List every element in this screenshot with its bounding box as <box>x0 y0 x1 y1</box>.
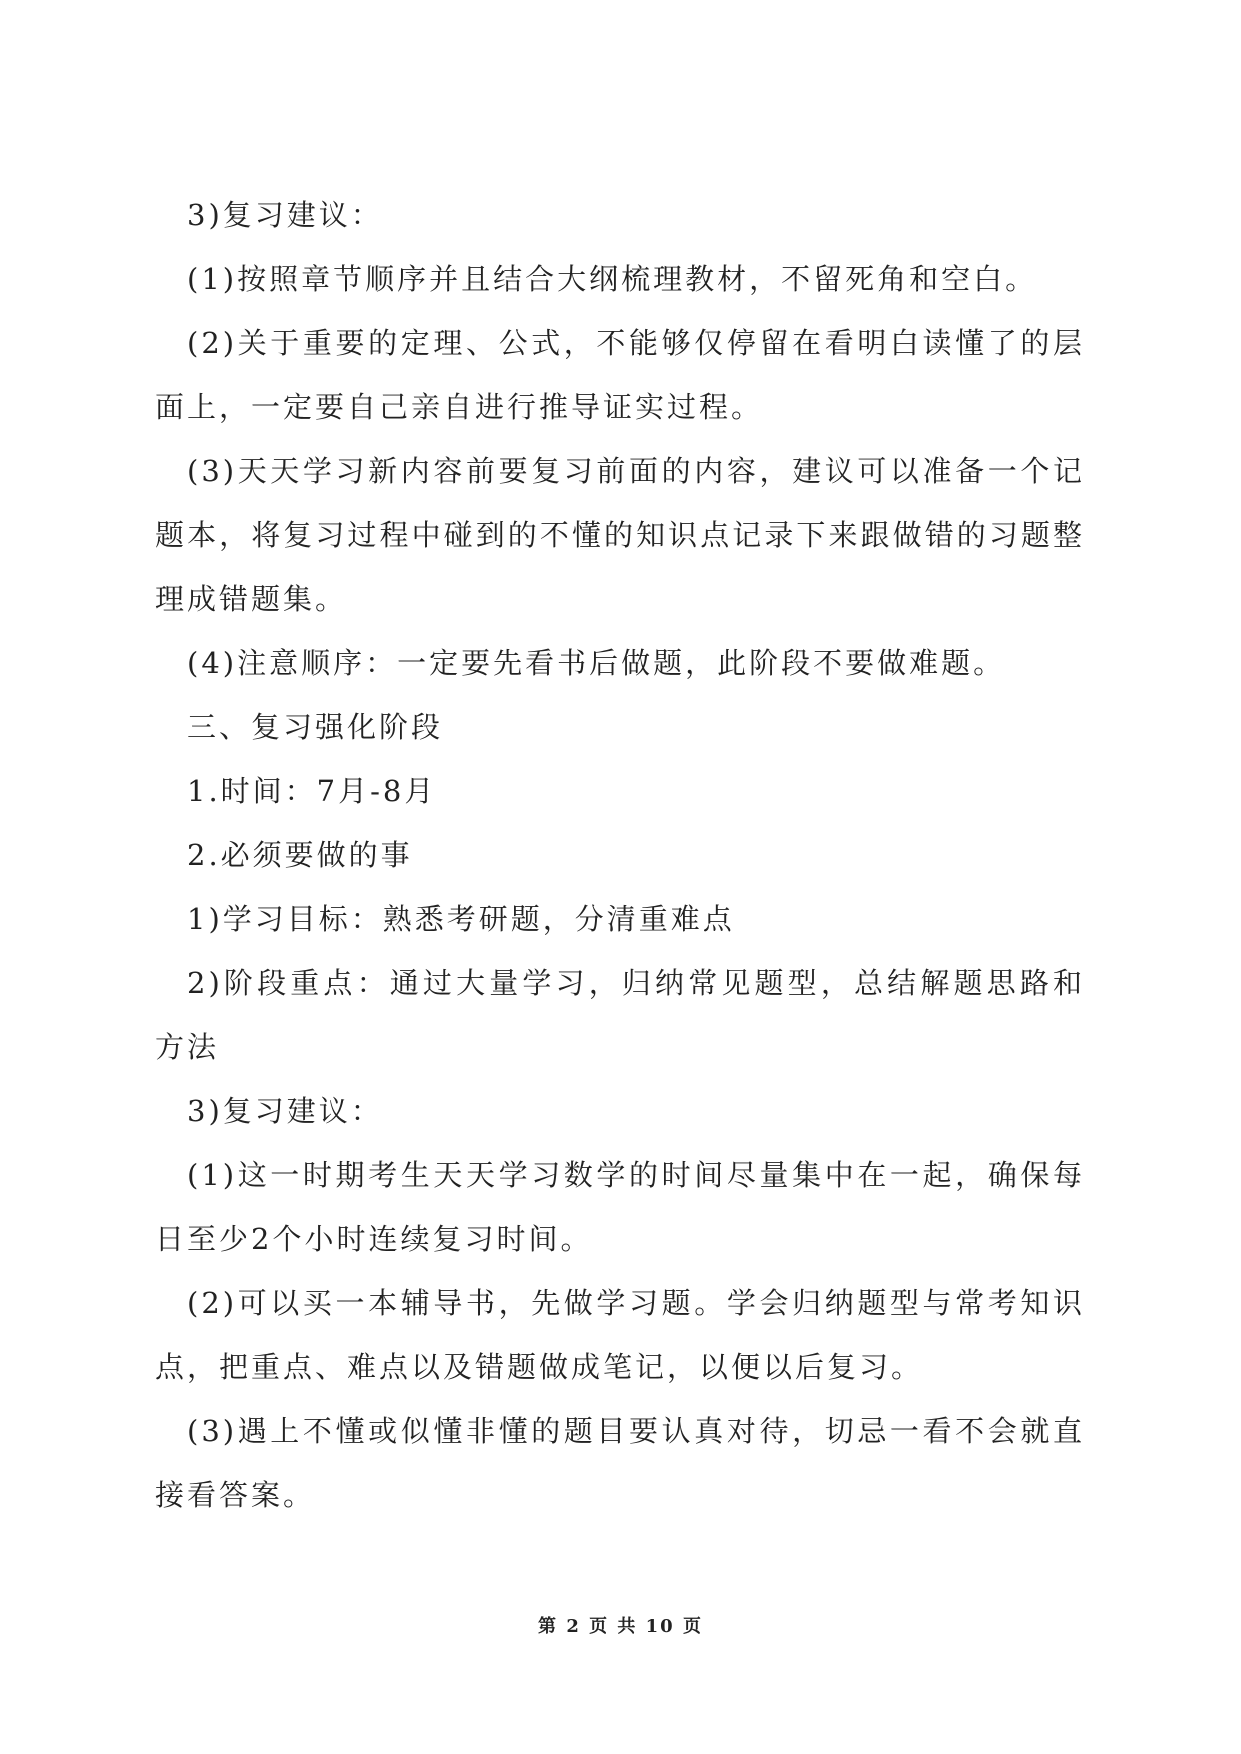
paragraph: (4)注意顺序：一定要先看书后做题，此阶段不要做难题。 <box>187 646 1006 680</box>
paragraph: 1)学习目标：熟悉考研题，分清重难点 <box>187 902 735 936</box>
document-body <box>155 183 1085 1527</box>
paragraph: 2.必须要做的事 <box>187 838 413 872</box>
paragraph: (3)天天学习新内容前要复习前面的内容，建议可以准备一个记题本，将复习过程中碰到的不懂的知识点记录下来跟做错的习题整理成错题集。 <box>155 454 1085 616</box>
paragraph: 3)复习建议： <box>187 198 383 232</box>
section-heading: 三、复习强化阶段 <box>187 710 444 744</box>
paragraph: (3)遇上不懂或似懂非懂的题目要认真对待，切忌一看不会就直接看答案。 <box>155 1414 1085 1512</box>
page-number-footer: 第 2 页 共 10 页 <box>538 1616 703 1637</box>
paragraph: (2)关于重要的定理、公式，不能够仅停留在看明白读懂了的层面上，一定要自己亲自进行推导证实过程。 <box>155 326 1085 424</box>
paragraph: 2)阶段重点：通过大量学习，归纳常见题型，总结解题思路和方法 <box>155 966 1085 1064</box>
paragraph: 3)复习建议： <box>187 1094 383 1128</box>
paragraph: (1)按照章节顺序并且结合大纲梳理教材，不留死角和空白。 <box>187 262 1038 296</box>
paragraph: (2)可以买一本辅导书，先做学习题。学会归纳题型与常考知识点，把重点、难点以及错题做成笔记，以便以后复习。 <box>155 1286 1085 1384</box>
paragraph: 1.时间：7月-8月 <box>187 774 437 808</box>
paragraph: (1)这一时期考生天天学习数学的时间尽量集中在一起，确保每日至少2个小时连续复习时间。 <box>155 1158 1085 1256</box>
